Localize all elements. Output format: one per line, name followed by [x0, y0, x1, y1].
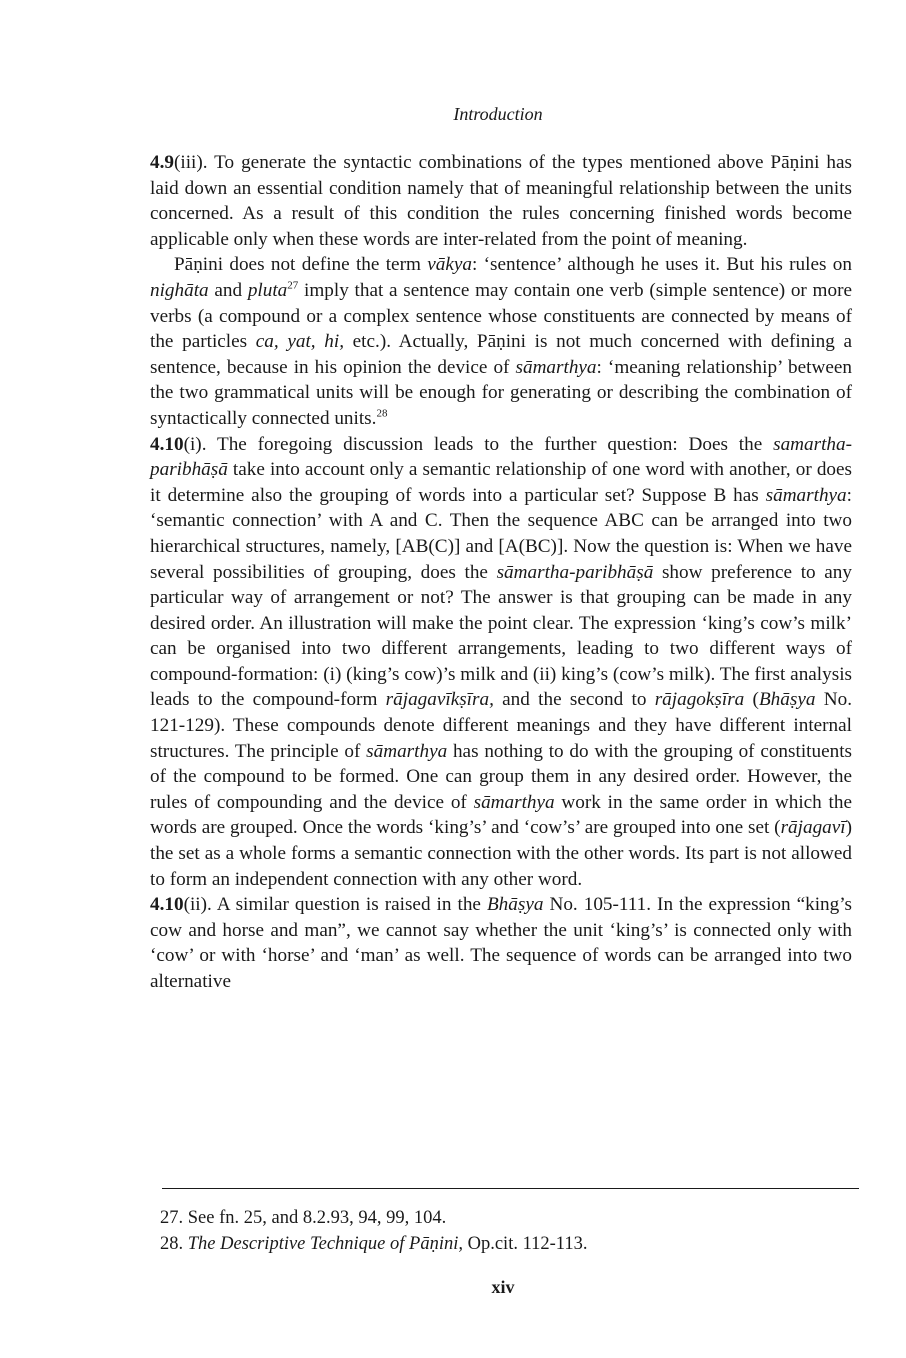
section-number: 4.10 — [150, 894, 184, 916]
section-number: 4.9 — [150, 152, 174, 173]
body-text — [150, 150, 852, 995]
footnote-28: 28. The Descriptive Technique of Pāṇini, Op.cit. 112-113. — [160, 1234, 588, 1254]
footnote-ref-28: 28 — [376, 407, 388, 420]
footnote-ref-27: 27 — [287, 279, 299, 292]
running-head: Introduction — [453, 104, 543, 124]
paragraph-4-9-iii: 4.9(iii). To generate the syntactic combinations of the types mentioned above Pāṇini has laid down an essential condition namely that of meaningful relationship between the units concerned. As a result of this condition the rules concerning finished words become applicable only when these words are inter-related from the point of meaning. — [150, 152, 852, 250]
page-number: xiv — [491, 1277, 515, 1297]
section-number: 4.10 — [150, 433, 184, 455]
paragraph-vakya: Pāṇini does not define the term vākya: ‘sentence’ although he uses it. But his rules on nighāta and pluta$^{27}$ imply that a sentence may contain one verb (simple sentence) or more verbs (a compound or a complex sentence whose constituents are connected by means of the particles ca, yat, hi, etc.). Actually, Pāṇini is not much concerned with defining a sentence, because in his opinion the device of sāmarthya: ‘meaning relationship’ between the two grammatical units will be enough for generating or describing the combination of syntactically connected units.$^{28}$ — [150, 254, 852, 429]
paragraph-4-10-ii: 4.10(ii). A similar question is raised in the Bhāṣya No. 105-111. In the expression “king’s cow and horse and man”, we cannot say whether the unit ‘king’s’ is connected only with ‘cow’ or with ‘horse’ and ‘man’ as well. The sequence of words can be arranged into two alternative — [150, 894, 853, 992]
paragraph-4-10-i: 4.10(i). The foregoing discussion leads to the further question: Does the samartha-paribhāṣā take into account only a semantic relationship of one word with another, or does it determine also the grouping of words into a particular set? Suppose B has sāmarthya: ‘semantic connection’ with A and C. Then the sequence ABC can be arranged into two hierarchical structures, namely, [AB(C)] and [A(BC)]. Now the question is: When we have several possibilities of grouping, does the sāmartha-paribhāṣā show preference to any particular way of arrangement or not? The answer is that grouping can be made in any desired order. An illustration will make the point clear. The expression ‘king’s cow’s milk’ can be organised into two different arrangements, leading to two different ways of compound-formation: (i) (king’s cow)’s milk and (ii) king’s (cow’s milk). The first analysis leads to the compound-form rājagavīkṣīra, and the second to rājagokṣīra (Bhāṣya No. 121-129). These compounds denote different meanings and they have different internal structures. The principle of sāmarthya has nothing to do with the grouping of constituents of the compound to be formed. One can group them in any desired order. However, the rules of compounding and the device of sāmarthya work in the same order in which the words are grouped. Once the words ‘king’s’ and ‘cow’s’ are grouped into one set (rājagavī) the set as a whole forms a semantic connection with the other words. Its part is not allowed to form an independent connection with any other word. — [150, 433, 852, 890]
footnotes — [160, 1205, 860, 1257]
footnote-rule — [162, 1188, 859, 1189]
footnote-27: 27. See fn. 25, and 8.2.93, 94, 99, 104. — [160, 1208, 447, 1228]
